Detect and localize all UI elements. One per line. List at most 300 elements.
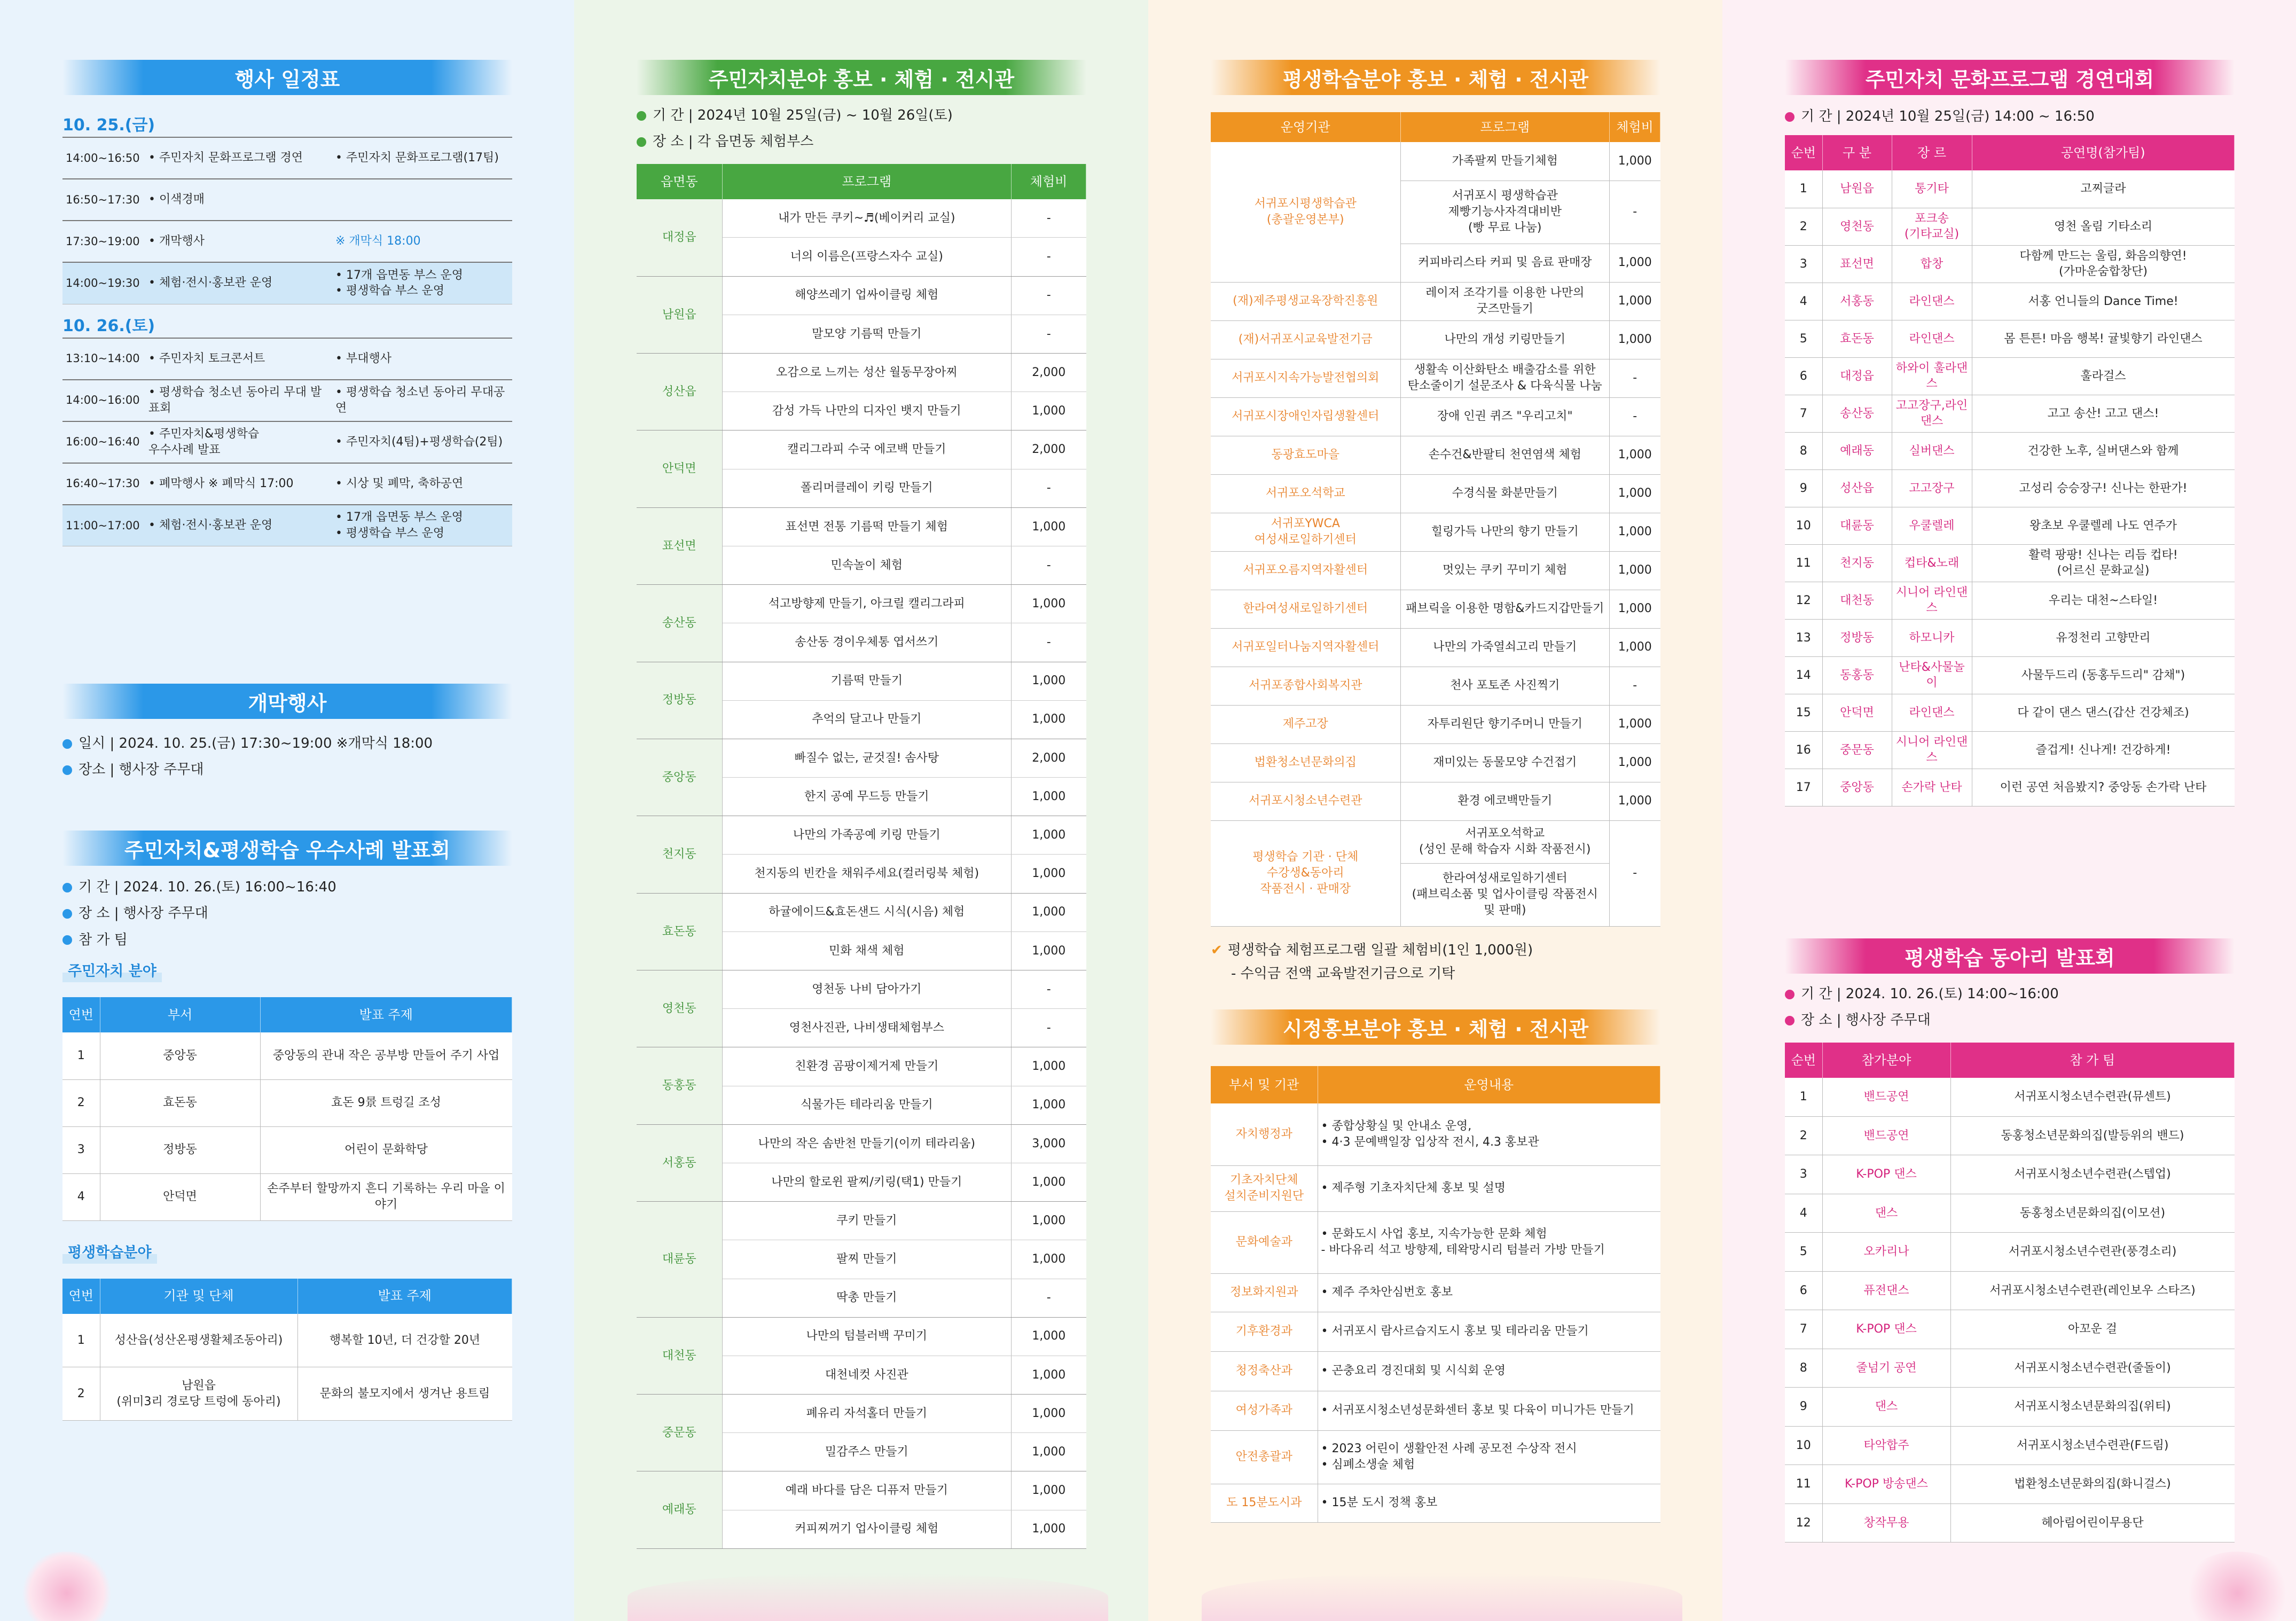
table-row	[62, 1314, 512, 1367]
table-cell: 성산읍(성산온평생활체조동아리)	[100, 1314, 297, 1367]
table-cell: 효돈 9景 트렁길 조성	[260, 1079, 512, 1126]
fee-cell: 1,000	[1610, 628, 1660, 667]
best-case-title: 주민자치&평생학습 우수사례 발표회	[62, 831, 512, 866]
program-cell: 기름떡 만들기	[722, 662, 1012, 700]
program-cell: 표선면 전통 기름떡 만들기 체험	[722, 507, 1012, 546]
district-cell: 남원읍	[637, 276, 722, 353]
table-cell: 3	[62, 1126, 100, 1173]
fee-cell: -	[1610, 820, 1660, 926]
dept-cell: 도 15분도시과	[1211, 1484, 1318, 1522]
fee-cell: 1,000	[1012, 1202, 1086, 1240]
table-row	[1785, 1116, 2235, 1155]
table-cell: 우쿨렐레	[1892, 507, 1972, 544]
table-row	[1785, 1194, 2235, 1233]
fee-cell: 1,000	[1012, 1086, 1086, 1124]
program-cell: 서귀포시 평생학습관 제빵기능사자격대비반 (빵 무료 나눔)	[1400, 181, 1610, 244]
table-cell: 서귀포시청소년수련관(줄돌이)	[1950, 1349, 2235, 1388]
dept-cell: 문화예술과	[1211, 1211, 1318, 1273]
org-cell: 서귀포YWCA 여성새로일하기센터	[1211, 513, 1400, 551]
table-cell: 영천동	[1822, 208, 1892, 245]
column-header: 발표 주제	[260, 997, 512, 1032]
table-cell: K-POP 방송댄스	[1822, 1465, 1950, 1504]
program-cell: 오감으로 느끼는 성산 월동무장아찌	[722, 354, 1012, 392]
table-row	[1211, 397, 1660, 436]
dept-cell: 기초자치단체 설치준비지원단	[1211, 1165, 1318, 1211]
table-cell: 퓨전댄스	[1822, 1271, 1950, 1310]
table-cell: 1	[62, 1032, 100, 1079]
schedule-time: 14:00~16:50	[62, 137, 145, 179]
org-cell: (재)제주평생교육장학진흥원	[1211, 282, 1400, 320]
table-row	[1785, 395, 2235, 432]
info-line	[62, 927, 512, 953]
fee-cell: -	[1012, 1009, 1086, 1047]
table-cell: 천지동	[1822, 544, 1892, 582]
club-info	[1785, 981, 2235, 1034]
program-cell: 민화 채색 체험	[722, 931, 1012, 970]
district-cell: 송산동	[637, 585, 722, 662]
table-cell: 행복할 10년, 더 건강할 20년	[297, 1314, 512, 1367]
table-cell: 4	[62, 1173, 100, 1220]
table-cell: 아꼬운 걸	[1950, 1310, 2235, 1349]
day1-label: 10. 25.(금)	[62, 116, 155, 135]
table-row	[1211, 1103, 1660, 1165]
fee-cell: 1,000	[1610, 474, 1660, 513]
table-cell: 10	[1785, 507, 1822, 544]
bullet-icon	[62, 739, 72, 749]
table-cell: 9	[1785, 469, 1822, 507]
column-header: 연번	[62, 997, 100, 1032]
content-cell: • 제주형 기초자치단체 홍보 및 설명	[1318, 1165, 1660, 1211]
table-header	[62, 997, 512, 1032]
table-cell: 17	[1785, 769, 1822, 806]
table-cell: 7	[1785, 1310, 1822, 1349]
table-cell: 헤아림어린이무용단	[1950, 1503, 2235, 1542]
bullet-icon	[1785, 112, 1795, 122]
district-cell: 안덕면	[637, 430, 722, 507]
table-cell: 훌라걸스	[1972, 357, 2235, 395]
table-cell: 문화의 불모지에서 생겨난 용트림	[297, 1367, 512, 1421]
schedule-event: • 주민자치&평생학습 우수사례 발표	[145, 421, 332, 463]
table-cell: 손주부터 할망까지 흔디 기록하는 우리 마을 이야기	[260, 1173, 512, 1220]
table-row	[1785, 1271, 2235, 1310]
best-case-info	[62, 874, 512, 953]
table-row	[1785, 656, 2235, 694]
table-row	[1785, 320, 2235, 357]
info-line	[62, 874, 512, 900]
day2-label: 10. 26.(토)	[62, 316, 155, 335]
program-cell: 나만의 할로윈 팔찌/키링(택1) 만들기	[722, 1163, 1012, 1201]
table-row	[1785, 1233, 2235, 1272]
table-cell: 난타&사물놀이	[1892, 656, 1972, 694]
program-cell: 캘리그라피 수국 에코백 만들기	[722, 430, 1012, 469]
table-cell: 창작무용	[1822, 1503, 1950, 1542]
table-row	[637, 1124, 1086, 1163]
table-cell: 고고 송산! 고고 댄스!	[1972, 395, 2235, 432]
table-cell: 2	[62, 1079, 100, 1126]
table-cell: 고찌글라	[1972, 170, 2235, 208]
org-cell: (재)서귀포시교육발전기금	[1211, 320, 1400, 359]
fee-cell: 3,000	[1012, 1124, 1086, 1163]
district-cell: 천지동	[637, 816, 722, 893]
table-cell: 예래동	[1822, 432, 1892, 469]
note-donation: - 수익금 전액 교육발전기금으로 기탁	[1231, 965, 1455, 982]
fee-cell: -	[1610, 667, 1660, 705]
table-cell: 3	[1785, 1155, 1822, 1194]
table-cell: 12	[1785, 582, 1822, 619]
table-row	[1211, 320, 1660, 359]
table-cell: 9	[1785, 1388, 1822, 1427]
panel-schedule	[0, 0, 574, 1621]
table-row	[62, 1079, 512, 1126]
table-cell: 안덕면	[100, 1173, 260, 1220]
fee-cell: -	[1012, 1279, 1086, 1317]
fee-cell: -	[1012, 238, 1086, 276]
program-cell: 영천동 나비 담아가기	[722, 970, 1012, 1009]
table-cell: 사물두드리 (동홍두드리" 감채")	[1972, 656, 2235, 694]
table-row	[637, 354, 1086, 392]
table-cell: 서귀포시청소년수련관(풍경소리)	[1950, 1233, 2235, 1272]
table-cell: 유정천리 고향만리	[1972, 619, 2235, 656]
bullet-icon	[62, 935, 72, 945]
fee-cell: 1,000	[1012, 1510, 1086, 1548]
dept-cell: 안전총괄과	[1211, 1430, 1318, 1484]
program-cell: 친환경 곰팡이제거제 만들기	[722, 1047, 1012, 1086]
table-cell: 표선면	[1822, 245, 1892, 283]
table-row	[1785, 170, 2235, 208]
contest-title: 주민자치 문화프로그램 경연대회	[1785, 60, 2235, 95]
program-cell: 해양쓰레기 업싸이클링 체험	[722, 276, 1012, 315]
fee-cell: -	[1610, 397, 1660, 436]
table-row	[1785, 507, 2235, 544]
table-row	[637, 970, 1086, 1009]
info-text: 장 소 | 행사장 주무대	[79, 905, 208, 922]
fee-cell: 1,000	[1610, 244, 1660, 282]
program-cell: 서귀포오석학교 (성인 문해 학습자 시화 작품전시)	[1400, 820, 1610, 863]
column-header: 연번	[62, 1279, 100, 1314]
table-cell: 3	[1785, 245, 1822, 283]
table-row	[637, 1202, 1086, 1240]
table-cell: 서홍 언니들의 Dance Time!	[1972, 283, 2235, 320]
dept-cell: 자치행정과	[1211, 1103, 1318, 1165]
program-cell: 손수건&반팔티 천연염색 체험	[1400, 436, 1610, 474]
table-row	[1785, 469, 2235, 507]
content-cell: • 15분 도시 정책 홍보	[1318, 1484, 1660, 1522]
table-header	[1211, 112, 1660, 142]
info-line	[637, 129, 1086, 155]
table-cell: 정방동	[1822, 619, 1892, 656]
table-cell: 하모니카	[1892, 619, 1972, 656]
district-cell: 중앙동	[637, 739, 722, 816]
table-cell: 1	[1785, 170, 1822, 208]
table-cell: 중앙동	[100, 1032, 260, 1079]
table-cell: 1	[1785, 1078, 1822, 1117]
org-cell: 서귀포일터나눔지역자활센터	[1211, 628, 1400, 667]
table-cell: 15	[1785, 694, 1822, 731]
lifelong-note	[1211, 938, 1660, 985]
schedule-event: • 주민자치 문화프로그램 경연	[145, 137, 332, 179]
program-cell: 재미있는 동물모양 수건접기	[1400, 743, 1610, 782]
table-cell: 건강한 노후, 실버댄스와 함께	[1972, 432, 2235, 469]
table-row	[62, 1173, 512, 1220]
program-cell: 멋있는 쿠키 꾸미기 체험	[1400, 551, 1610, 590]
info-text: 기 간 | 2024. 10. 26.(토) 14:00~16:00	[1801, 986, 2059, 1002]
schedule-time: 16:00~16:40	[62, 421, 145, 463]
program-cell: 팔찌 만들기	[722, 1240, 1012, 1279]
table-cell: 댄스	[1822, 1388, 1950, 1427]
schedule-time: 14:00~19:30	[62, 262, 145, 304]
table-cell: 동홍청소년문화의집(이모션)	[1950, 1194, 2235, 1233]
program-cell: 폐유리 자석홀더 만들기	[722, 1395, 1012, 1433]
schedule-detail: • 시상 및 폐막, 축하공연	[332, 463, 512, 505]
column-header: 기관 및 단체	[100, 1279, 297, 1314]
table-row	[1211, 513, 1660, 551]
flower-decoration	[1202, 1573, 1682, 1621]
schedule-row	[62, 137, 512, 179]
schedule-detail: • 17개 읍면동 부스 운영 • 평생학습 부스 운영	[332, 262, 512, 304]
table-cell: 남원읍	[1822, 170, 1892, 208]
table-row	[637, 1047, 1086, 1086]
flower-decoration	[628, 1573, 1108, 1621]
schedule-event: • 체험·전시·홍보관 운영	[145, 262, 332, 304]
table-cell: 2	[1785, 208, 1822, 245]
table-header	[1785, 1043, 2235, 1078]
table-cell: 4	[1785, 283, 1822, 320]
program-cell: 너의 이름은(프랑스자수 교실)	[722, 238, 1012, 276]
fee-cell: 1,000	[1610, 705, 1660, 743]
fee-cell: 1,000	[1012, 507, 1086, 546]
table-row	[1785, 432, 2235, 469]
table-cell: 2	[1785, 1116, 1822, 1155]
program-cell: 나만의 개성 키링만들기	[1400, 320, 1610, 359]
program-cell: 환경 에코백만들기	[1400, 782, 1610, 820]
table-row	[1211, 1430, 1660, 1484]
pl-table	[62, 1279, 512, 1421]
table-row	[1785, 1426, 2235, 1465]
table-cell: 서귀포시청소년수련관(뮤센트)	[1950, 1078, 2235, 1117]
info-line	[62, 900, 512, 927]
schedule-detail: • 평생학습 청소년 동아리 무대공연	[332, 380, 512, 421]
table-row	[1785, 1388, 2235, 1427]
program-cell: 커피바리스타 커피 및 음료 판매장	[1400, 244, 1610, 282]
bullet-icon	[1785, 1016, 1795, 1025]
table-cell: 동홍청소년문화의집(발등위의 밴드)	[1950, 1116, 2235, 1155]
table-row	[1785, 1465, 2235, 1504]
table-row	[1211, 551, 1660, 590]
table-row	[637, 816, 1086, 855]
table-cell: 실버댄스	[1892, 432, 1972, 469]
table-cell: 6	[1785, 357, 1822, 395]
table-cell: 6	[1785, 1271, 1822, 1310]
table-row	[1211, 628, 1660, 667]
content-cell: • 종합상황실 및 안내소 운영, • 4·3 문예백일장 입상작 전시, 4.3 홍보관	[1318, 1103, 1660, 1165]
table-cell: 8	[1785, 1349, 1822, 1388]
fee-cell: 2,000	[1012, 739, 1086, 777]
program-cell: 나만의 가족공예 키링 만들기	[722, 816, 1012, 855]
table-row	[637, 507, 1086, 546]
panel-lifelong	[1148, 0, 1722, 1621]
schedule-event: • 이색경매	[145, 179, 332, 221]
day1-table	[62, 137, 512, 304]
schedule-detail: • 부대행사	[332, 338, 512, 380]
table-cell: 11	[1785, 544, 1822, 582]
dept-cell: 여성가족과	[1211, 1391, 1318, 1430]
program-cell: 폴리머클레이 키링 만들기	[722, 469, 1012, 507]
table-cell: 댄스	[1822, 1194, 1950, 1233]
program-cell: 영천사진관, 나비생태체험부스	[722, 1009, 1012, 1047]
info-text: 참 가 팀	[79, 931, 128, 948]
district-cell: 중문동	[637, 1395, 722, 1471]
org-cell: 법환청소년문화의집	[1211, 743, 1400, 782]
table-cell: 몸 튼튼! 마음 행복! 귤빛향기 라인댄스	[1972, 320, 2235, 357]
table-cell: 라인댄스	[1892, 283, 1972, 320]
column-header: 참 가 팀	[1950, 1043, 2235, 1078]
table-row	[1211, 705, 1660, 743]
club-section	[1785, 938, 2235, 1542]
table-cell: 7	[1785, 395, 1822, 432]
schedule-event: • 개막행사	[145, 221, 332, 262]
panel-contest	[1722, 0, 2296, 1621]
table-row	[637, 1395, 1086, 1433]
table-row	[1785, 208, 2235, 245]
table-cell: 중앙동의 관내 작은 공부방 만들어 주기 사업	[260, 1032, 512, 1079]
fee-cell: 1,000	[1610, 282, 1660, 320]
info-text: 기 간 | 2024년 10월 25일(금) ~ 10월 26일(토)	[653, 107, 953, 123]
table-cell: 손가락 난타	[1892, 769, 1972, 806]
fee-cell: 1,000	[1012, 1317, 1086, 1356]
table-row	[637, 739, 1086, 777]
program-cell: 민속놀이 체험	[722, 546, 1012, 584]
program-cell: 천지동의 빈칸을 채워주세요(컬러링북 체험)	[722, 855, 1012, 893]
table-cell: 16	[1785, 731, 1822, 769]
table-cell: 영천 올림 기타소리	[1972, 208, 2235, 245]
table-cell: 법환청소년문화의집(화니걸스)	[1950, 1465, 2235, 1504]
table-row	[1785, 731, 2235, 769]
table-row	[1211, 743, 1660, 782]
opening-info	[62, 731, 512, 784]
table-row	[637, 662, 1086, 700]
note-fee: 평생학습 체험프로그램 일괄 체험비(1인 1,000원)	[1227, 942, 1533, 958]
org-cell: 동광효도마을	[1211, 436, 1400, 474]
info-text: 일시 | 2024. 10. 25.(금) 17:30~19:00 ※개막식 18:00	[79, 735, 433, 751]
fee-cell: 1,000	[1012, 1395, 1086, 1433]
table-header	[1211, 1066, 1660, 1103]
schedule-row	[62, 505, 512, 546]
column-header: 참가분야	[1822, 1043, 1950, 1078]
day2-table	[62, 338, 512, 547]
bullet-icon	[1785, 990, 1795, 999]
table-cell: 왕초보 우쿨렐레 나도 연주가	[1972, 507, 2235, 544]
table-row	[1785, 357, 2235, 395]
info-line	[62, 757, 512, 783]
table-header	[62, 1279, 512, 1314]
table-row	[62, 1126, 512, 1173]
program-cell: 한라여성새로일하기센터 (패브릭소품 및 업사이클링 작품전시 및 판매)	[1400, 863, 1610, 926]
city-table	[1211, 1066, 1660, 1523]
table-row	[1211, 359, 1660, 397]
program-cell: 대천네컷 사진관	[722, 1356, 1012, 1394]
program-cell: 천사 포토존 사진찍기	[1400, 667, 1610, 705]
table-cell: 서귀포시청소년수련관(스텝업)	[1950, 1155, 2235, 1194]
fee-cell: 1,000	[1610, 551, 1660, 590]
program-cell: 한지 공예 무드등 만들기	[722, 778, 1012, 816]
fee-cell: 1,000	[1012, 778, 1086, 816]
opening-section	[62, 684, 512, 784]
program-cell: 추억의 달고나 만들기	[722, 700, 1012, 739]
program-cell: 말모양 기름떡 만들기	[722, 315, 1012, 353]
program-cell: 내가 만든 쿠키~♬(베이커리 교실)	[722, 199, 1012, 238]
schedule-row	[62, 221, 512, 262]
table-cell: 5	[1785, 1233, 1822, 1272]
table-cell: 타악합주	[1822, 1426, 1950, 1465]
table-row	[62, 1032, 512, 1079]
table-header	[1785, 135, 2235, 170]
schedule-detail: • 17개 읍면동 부스 운영 • 평생학습 부스 운영	[332, 505, 512, 546]
district-cell: 정방동	[637, 662, 722, 739]
table-cell: 동홍동	[1822, 656, 1892, 694]
table-row	[1785, 1503, 2235, 1542]
column-header: 체험비	[1012, 164, 1086, 199]
fee-cell: 1,000	[1610, 320, 1660, 359]
fee-cell: 2,000	[1012, 430, 1086, 469]
info-line	[1785, 104, 2235, 130]
column-header: 순번	[1785, 1043, 1822, 1078]
table-cell: 대천동	[1822, 582, 1892, 619]
district-cell: 성산읍	[637, 354, 722, 430]
table-cell: 시니어 라인댄스	[1892, 731, 1972, 769]
fee-cell: 1,000	[1012, 931, 1086, 970]
table-row	[1211, 1484, 1660, 1522]
table-cell: 11	[1785, 1465, 1822, 1504]
info-text: 장 소 | 행사장 주무대	[1801, 1012, 1931, 1029]
contest-info	[1785, 104, 2235, 130]
fee-cell: 1,000	[1610, 513, 1660, 551]
program-cell: 밀감주스 만들기	[722, 1433, 1012, 1471]
table-cell: 라인댄스	[1892, 694, 1972, 731]
table-row	[1785, 283, 2235, 320]
bullet-icon	[637, 137, 646, 147]
org-cell: 서귀포시청소년수련관	[1211, 782, 1400, 820]
table-cell: 라인댄스	[1892, 320, 1972, 357]
table-row	[1211, 1351, 1660, 1391]
table-row	[637, 430, 1086, 469]
fee-cell: 1,000	[1012, 1471, 1086, 1510]
content-cell: • 제주 주차안심번호 홍보	[1318, 1273, 1660, 1312]
table-cell: 남원읍 (위미3리 경로당 트렁에 동아리)	[100, 1367, 297, 1421]
table-cell: 고고장구	[1892, 469, 1972, 507]
table-cell: 다함께 만드는 울림, 화음의향연! (가마운숨합창단)	[1972, 245, 2235, 283]
table-cell: 서홍동	[1822, 283, 1892, 320]
table-cell: 우리는 대천~스타일!	[1972, 582, 2235, 619]
org-cell: 서귀포오름지역자활센터	[1211, 551, 1400, 590]
flower-decoration	[2184, 1552, 2291, 1621]
flower-decoration	[21, 1552, 112, 1621]
fee-cell: -	[1012, 546, 1086, 584]
table-cell: 12	[1785, 1503, 1822, 1542]
table-cell: 고고장구,라인댄스	[1892, 395, 1972, 432]
fee-cell: -	[1012, 199, 1086, 238]
program-cell: 석고방향제 만들기, 아크릴 캘리그라피	[722, 585, 1012, 623]
club-table	[1785, 1043, 2235, 1543]
table-cell: 송산동	[1822, 395, 1892, 432]
table-cell: 서귀포시청소년수련관(F드림)	[1950, 1426, 2235, 1465]
column-header: 부서 및 기관	[1211, 1066, 1318, 1103]
pl-title: 평생학습분야	[62, 1242, 157, 1264]
program-cell: 생활속 이산화탄소 배출감소를 위한 탄소줄이기 설문조사 & 다육식물 나눔	[1400, 359, 1610, 397]
program-cell: 예래 바다를 담은 디퓨저 만들기	[722, 1471, 1012, 1510]
table-cell: 이런 공연 처음봤지? 중앙동 손가락 난타	[1972, 769, 2235, 806]
program-cell: 힐링가득 나만의 향기 만들기	[1400, 513, 1610, 551]
table-cell: 효돈동	[1822, 320, 1892, 357]
